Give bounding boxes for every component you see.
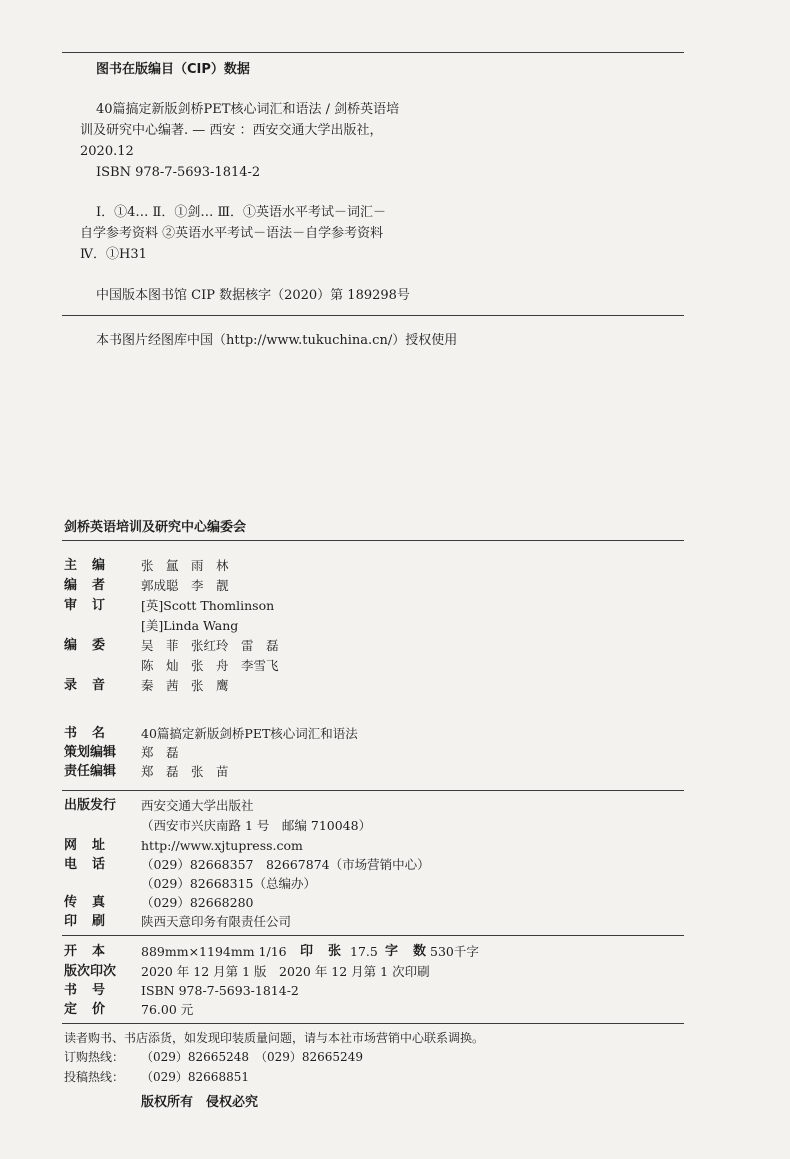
authors-label: 编 者 — [64, 578, 107, 593]
phone-value: （029）82668315（总编办） — [141, 876, 316, 891]
image-credit: 本书图片经图库中国（http://www.tukuchina.cn/）授权使用 — [96, 333, 458, 348]
edition-label: 版次印次 — [64, 964, 117, 979]
publisher-value: 西安交通大学出版社 — [141, 798, 254, 813]
word-count-label: 字 数 — [385, 944, 428, 959]
publisher-address: （西安市兴庆南路 1 号 邮编 710048） — [141, 818, 372, 833]
divider — [62, 1023, 684, 1024]
printer-value: 陕西天意印务有限责任公司 — [141, 914, 292, 929]
format-value: 889mm×1194mm 1/16 — [141, 944, 287, 959]
cip-number: 中国版本图书馆 CIP 数据核字（2020）第 189298号 — [96, 288, 410, 303]
website-label: 网 址 — [64, 838, 107, 853]
cip-line: ISBN 978-7-5693-1814-2 — [96, 165, 261, 180]
price-value: 76.00 元 — [141, 1002, 194, 1017]
committee-members-label: 编 委 — [64, 638, 107, 653]
recording-value: 秦 茜 张 鹰 — [141, 678, 229, 693]
submission-hotline-value: （029）82668851 — [141, 1070, 249, 1084]
reviewer-value: [美]Linda Wang — [141, 618, 239, 633]
committee-members-value: 陈 灿 张 舟 李雪飞 — [141, 658, 279, 673]
editor-in-chief-label: 主 编 — [64, 558, 107, 573]
format-label: 开 本 — [64, 944, 107, 959]
cip-class-line: Ⅳ．①H31 — [80, 247, 147, 262]
order-hotline-label: 订购热线： — [64, 1050, 125, 1064]
committee-title: 剑桥英语培训及研究中心编委会 — [64, 520, 247, 535]
sheets-label: 印 张 — [300, 944, 343, 959]
reviewers-label: 审 订 — [64, 598, 107, 613]
phone-label: 电 话 — [64, 857, 107, 872]
divider — [62, 790, 684, 791]
responsible-editor-value: 郑 磊 张 苗 — [141, 764, 229, 779]
isbn-value: ISBN 978-7-5693-1814-2 — [141, 983, 299, 998]
cip-heading: 图书在版编目（CIP）数据 — [96, 62, 250, 77]
editor-in-chief-value: 张 氲 雨 林 — [141, 558, 229, 573]
book-title-label: 书 名 — [64, 726, 107, 741]
planning-editor-value: 郑 磊 — [141, 745, 179, 760]
reviewer-value: [英]Scott Thomlinson — [141, 598, 275, 613]
fax-value: （029）82668280 — [141, 895, 254, 910]
divider — [62, 935, 684, 936]
isbn-label: 书 号 — [64, 983, 107, 998]
fax-label: 传 真 — [64, 895, 107, 910]
cip-line: 40篇搞定新版剑桥PET核心词汇和语法 / 剑桥英语培 — [96, 102, 400, 117]
divider — [62, 540, 684, 541]
responsible-editor-label: 责任编辑 — [64, 764, 117, 779]
sheets-value: 17.5 — [350, 944, 378, 959]
printer-label: 印 刷 — [64, 914, 107, 929]
publisher-label: 出版发行 — [64, 798, 117, 813]
cip-line: 训及研究中心编著. — 西安 ：西安交通大学出版社， — [80, 123, 383, 138]
phone-value: （029）82668357 82667874（市场营销中心） — [141, 857, 430, 872]
cip-class-line: Ⅰ．①4… Ⅱ．①剑… Ⅲ．①英语水平考试－词汇－ — [96, 205, 387, 220]
recording-label: 录 音 — [64, 678, 107, 693]
committee-members-value: 吴 菲 张红玲 雷 磊 — [141, 638, 279, 653]
price-label: 定 价 — [64, 1002, 107, 1017]
book-title-value: 40篇搞定新版剑桥PET核心词汇和语法 — [141, 726, 358, 741]
submission-hotline-label: 投稿热线： — [64, 1070, 125, 1084]
edition-value: 2020 年 12 月第 1 版 2020 年 12 月第 1 次印刷 — [141, 964, 430, 979]
authors-value: 郭成聪 李 靓 — [141, 578, 229, 593]
cip-class-line: 自学参考资料 ②英语水平考试－语法－自学参考资料 — [80, 226, 384, 241]
planning-editor-label: 策划编辑 — [64, 745, 117, 760]
divider — [62, 315, 684, 316]
cip-line: 2020.12 — [80, 144, 134, 159]
website-value: http://www.xjtupress.com — [141, 838, 303, 853]
word-count-value: 530千字 — [430, 944, 479, 959]
divider — [62, 52, 684, 53]
order-hotline-value: （029）82665248 （029）82665249 — [141, 1050, 363, 1064]
copyright-notice: 版权所有 侵权必究 — [141, 1095, 259, 1110]
quality-notice: 读者购书、书店添货，如发现印装质量问题，请与本社市场营销中心联系调换。 — [64, 1031, 485, 1045]
